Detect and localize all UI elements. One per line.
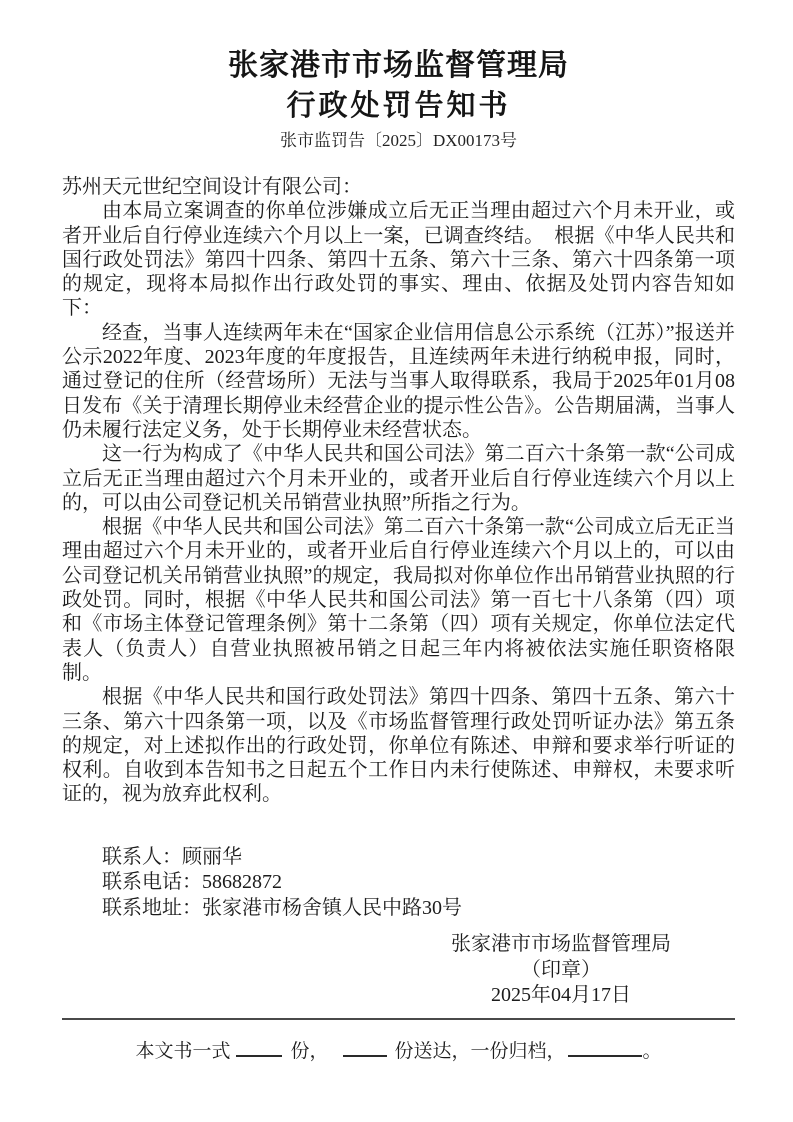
distribution-text-mid2: 份送达，一份归档， (394, 1040, 566, 1062)
footer-divider (62, 1018, 735, 1020)
distribution-text-suffix: 。 (642, 1040, 662, 1062)
paragraph-violation: 这一行为构成了《中华人民共和国公司法》第二百六十条第一款“公司成立后无正当理由超过六个月未开业的，或者开业后自行停业连续六个月以上的，可以由公司登记机关吊销营业执照”所指之行为。 (62, 443, 735, 514)
distribution-text-mid1: 份， (290, 1040, 329, 1062)
issuing-authority-title: 张家港市市场监督管理局 (228, 49, 569, 82)
document-type-title: 行政处罚告知书 (286, 90, 511, 122)
addressee-line: 苏州天元世纪空间设计有限公司： (62, 176, 362, 198)
issue-date: 2025年04月17日 (491, 984, 631, 1007)
signature-authority-name: 张家港市市场监督管理局 (451, 933, 671, 956)
paragraph-proposed-penalty: 根据《中华人民共和国公司法》第二百六十条第一款“公司成立后无正当理由超过六个月未开业的，或者开业后自行停业连续六个月以上的，可以由公司登记机关吊销营业执照”的规定，我局拟对你单位作出吊销营业执照的行政处罚。同时，根据《中华人民共和国公司法》第一百七十八条第（四）项和《市场主体登记管理条例》第十二条第（四）项有关规定，你单位法定代表人（负责人）自营业执照被吊销之日起三年内将被依法实施任职资格限制。 (62, 516, 735, 684)
signature-block (451, 932, 671, 1009)
contact-phone-line: 联系电话：58682872 (102, 871, 282, 894)
contact-address-line: 联系地址：张家港市杨舍镇人民中路30号 (102, 896, 462, 919)
delivered-count-blank (343, 1039, 387, 1057)
copies-count-blank (236, 1039, 282, 1057)
archive-note-blank (568, 1039, 642, 1057)
seal-placeholder: （印章） (521, 958, 601, 981)
paragraph-findings: 经查，当事人连续两年未在“国家企业信用信息公示系统（江苏）”报送并公示2022年度、2023年度的年度报告，且连续两年未进行纳税申报，同时，通过登记的住所（经营场所）无法与当事人取得联系，我局于2025年01月08日发布《关于清理长期停业未经营企业的提示性公告》。公告期届满，当事人仍未履行法定义务，处于长期停业未经营状态。 (62, 321, 735, 441)
distribution-text-prefix: 本文书一式 (135, 1040, 231, 1062)
paragraph-case-summary: 由本局立案调查的你单位涉嫌成立后无正当理由超过六个月未开业，或者开业后自行停业连续六个月以上一案，已调查终结。 根据《中华人民共和国行政处罚法》第四十四条、第四十五条、第六十三条、第六十四条第一项的规定，现将本局拟作出行政处罚的事实、理由、依据及处罚内容告知如下： (62, 200, 735, 320)
document-header (62, 46, 735, 153)
document-body (62, 175, 735, 807)
contact-block (62, 845, 735, 922)
paragraph-rights-notice: 根据《中华人民共和国行政处罚法》第四十四条、第四十五条、第六十三条、第六十四条第一项，以及《市场监督管理行政处罚听证办法》第五条的规定，对上述拟作出的行政处罚，你单位有陈述、申辩和要求举行听证的权利。自收到本告知书之日起五个工作日内未行使陈述、申辩权，未要求听证的，视为放弃此权利。 (62, 686, 735, 806)
document-number: 张市监罚告〔2025〕DX00173号 (279, 131, 518, 150)
distribution-note (62, 1039, 735, 1064)
contact-person-line: 联系人：顾丽华 (102, 845, 242, 868)
